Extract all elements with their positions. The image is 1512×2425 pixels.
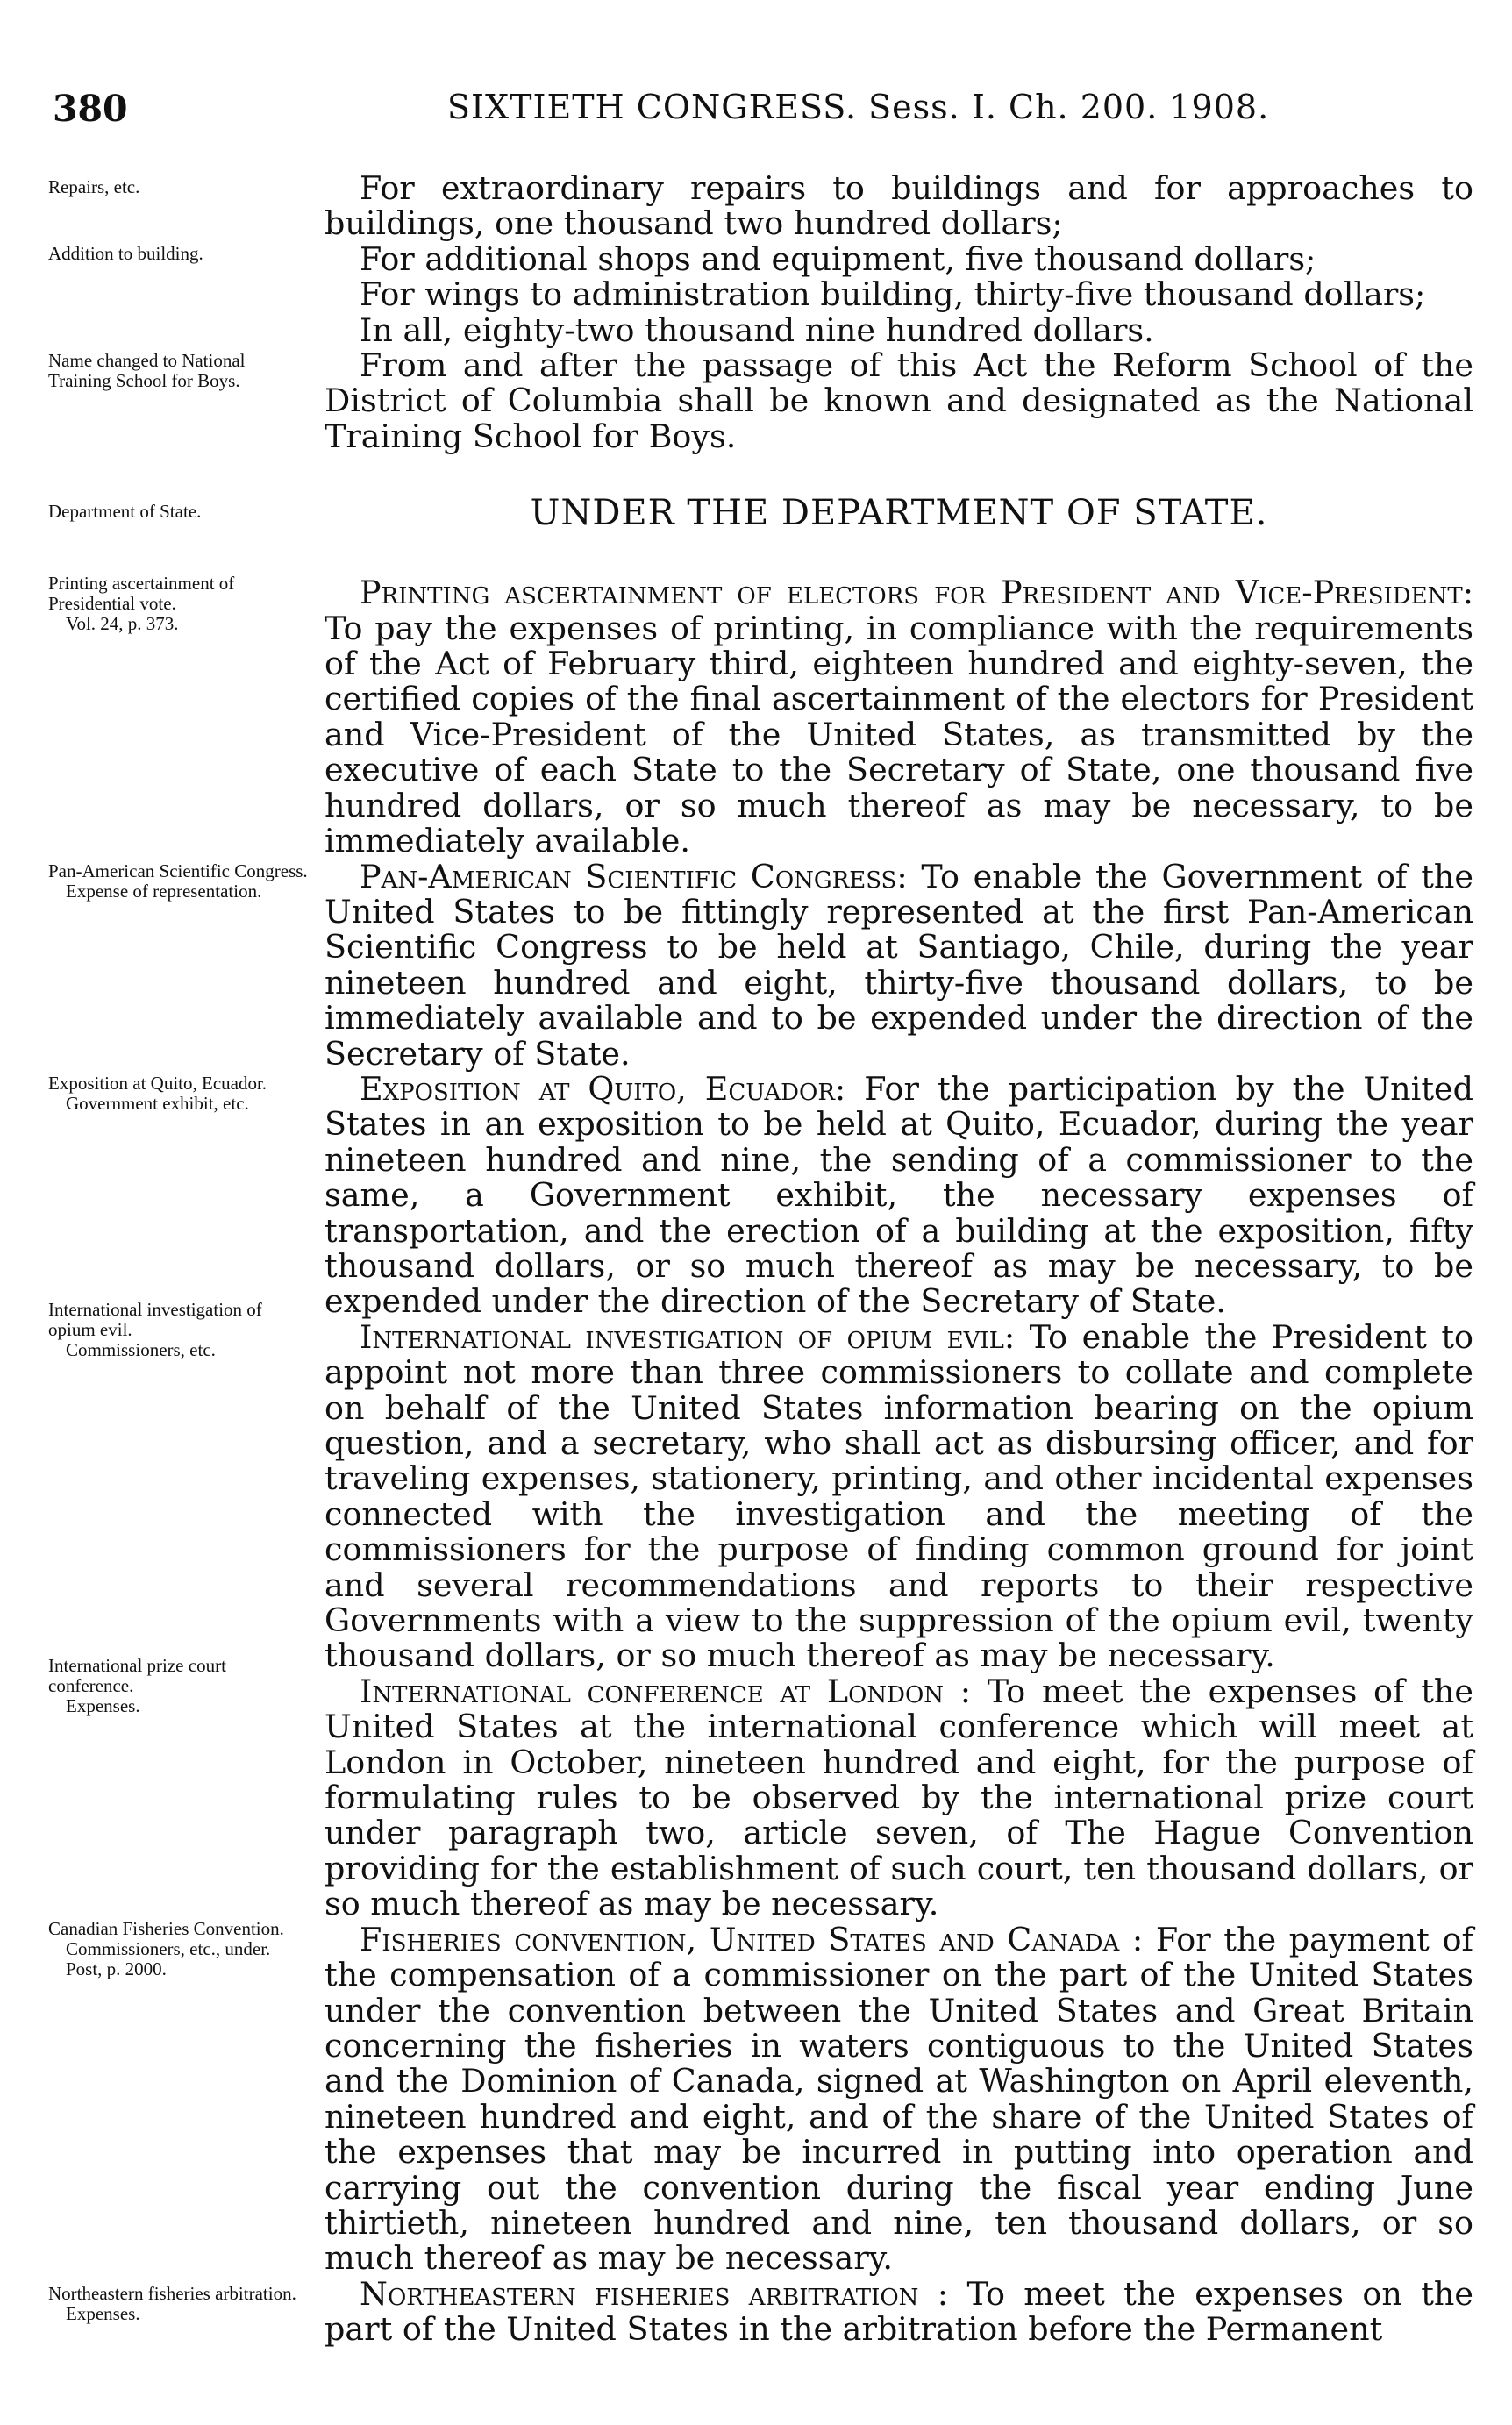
paragraph-quito-caption: Exposition at Quito, Ecuador: bbox=[360, 1069, 846, 1108]
running-head: SIXTIETH CONGRESS. Sess. I. Ch. 200. 1908. bbox=[447, 88, 1270, 126]
margin-note-quito: Exposition at Quito, Ecuador. Government exhibit, etc. bbox=[48, 1073, 267, 1114]
paragraph-fisheries-caption: Fisheries convention, United States and Canada : bbox=[360, 1920, 1144, 1958]
paragraph-london-caption: International conference at London : bbox=[360, 1672, 972, 1710]
section-heading: UNDER THE DEPARTMENT OF STATE. bbox=[530, 493, 1268, 534]
paragraph-northeastern bbox=[325, 2274, 1473, 2349]
margin-note-printing: Printing ascertainment of Presidential vote. Vol. 24, p. 373. bbox=[48, 573, 235, 634]
margin-note-department: Department of State. bbox=[48, 501, 202, 522]
margin-note-fisheries: Canadian Fisheries Convention. Commissioners, etc., under. Post, p. 2000. bbox=[48, 1918, 284, 1979]
paragraph-name-change: From and after the passage of this Act the Reform School of the District of Columbia shall be known and designated as the National Training School for Boys. bbox=[325, 346, 1473, 455]
margin-note-pan-american: Pan-American Scientific Congress. Expense of representation. bbox=[48, 860, 308, 902]
paragraph-opium bbox=[325, 1317, 1473, 1675]
paragraph-northeastern-text: To meet the expenses on the part of the United States in the arbitration before the Permanent bbox=[325, 2274, 1473, 2349]
margin-note-northeastern: Northeastern fisheries arbitration. Expenses. bbox=[48, 2283, 296, 2324]
paragraph-quito-text: For the participation by the United States in an exposition to be held at Quito, Ecuador, during the year nineteen hundred and nine, the sending of a commissioner to the same, a Government exhibit, the necessary expenses of transportation, and the erection of a building at the exposition, fifty thousand dollars, or so much thereof as may be necessary, to be expended under the direction of the Secretary of State. bbox=[325, 1069, 1473, 1321]
paragraph-printing bbox=[325, 575, 1473, 859]
main-text bbox=[325, 171, 1473, 2348]
paragraph-fisheries-text: For the payment of the compensation of a commissioner on the part of the United States under the convention between the United States and Great Britain concerning the fisheries in waters contiguous to the United States and the Dominion of Canada, signed at Washington on April eleventh, nineteen hundred and eight, and of the share of the United States of the expenses that may be incurred in putting into operation and carrying out the convention during the fiscal year ending June thirtieth, nineteen hundred and nine, ten thousand dollars, or so much thereof as may be necessary. bbox=[325, 1920, 1473, 2278]
paragraph-printing-caption: Printing ascertainment of electors for President and Vice-President: bbox=[360, 574, 1473, 612]
paragraph-pan-american bbox=[325, 859, 1473, 1072]
page-number: 380 bbox=[53, 88, 128, 130]
paragraph-pan-american-text: To enable the Government of the United States to be fittingly represented at the first Pan-American Scientific Congress to be held at Santiago, Chile, during the year nineteen hundred and eight, thirty-five thousand dollars, to be immediately available and to be expended under the direction of the Secretary of State. bbox=[325, 857, 1473, 1073]
paragraph-london bbox=[325, 1674, 1473, 1922]
paragraph-northeastern-caption: Northeastern fisheries arbitration : bbox=[360, 2274, 949, 2313]
paragraph-quito bbox=[325, 1069, 1473, 1321]
paragraph-opium-caption: International investigation of opium evil: bbox=[360, 1317, 1016, 1356]
paragraph-repairs: For extraordinary repairs to buildings and for approaches to buildings, one thousand two hundred dollars; bbox=[325, 169, 1473, 243]
paragraph-total: In all, eighty-two thousand nine hundred dollars. bbox=[360, 310, 1154, 349]
paragraph-pan-american-caption: Pan-American Scientific Congress: bbox=[360, 857, 908, 895]
margin-note-addition: Addition to building. bbox=[48, 243, 203, 264]
paragraph-shops: For additional shops and equipment, five thousand dollars; bbox=[360, 239, 1316, 278]
paragraph-london-text: To meet the expenses of the United States at the international conference which will meet at London in October, nineteen hundred and eight, for the purpose of formulating rules to be observed by the international prize court under paragraph two, article seven, of The Hague Convention providing for the establishment of such court, ten thousand dollars, or so much thereof as may be necessary. bbox=[325, 1672, 1473, 1923]
margin-note-repairs: Repairs, etc. bbox=[48, 176, 140, 197]
margin-note-name-changed: Name changed to National Training School for Boys. bbox=[48, 350, 246, 391]
page-header bbox=[53, 88, 1473, 149]
paragraph-printing-text: To pay the expenses of printing, in compliance with the requirements of the Act of February third, eighteen hundred and eighty-seven, the certified copies of the final ascertainment of the electors for President and Vice-President of the United States, as transmitted by the executive of each State to the Secretary of State, one thousand five hundred dollars, or so much thereof as may be necessary, to be immediately available. bbox=[325, 609, 1473, 860]
paragraph-fisheries bbox=[325, 1922, 1473, 2277]
margin-note-opium: International investigation of opium evil. Commissioners, etc. bbox=[48, 1299, 262, 1360]
margin-note-prize-court: International prize court conference. Expenses. bbox=[48, 1655, 226, 1716]
paragraph-opium-text: To enable the President to appoint not more than three commissioners to collate and complete on behalf of the United States information bearing on the opium question, and a secretary, who shall act as disbursing officer, and for traveling expenses, stationery, printing, and other incidental expenses connected with the investigation and the meeting of the commissioners for the purpose of finding common ground for joint and several recommendations and reports to their respective Governments with a view to the suppression of the opium evil, twenty thousand dollars, or so much thereof as may be necessary. bbox=[325, 1317, 1473, 1675]
paragraph-wings: For wings to administration building, thirty-five thousand dollars; bbox=[360, 275, 1426, 314]
